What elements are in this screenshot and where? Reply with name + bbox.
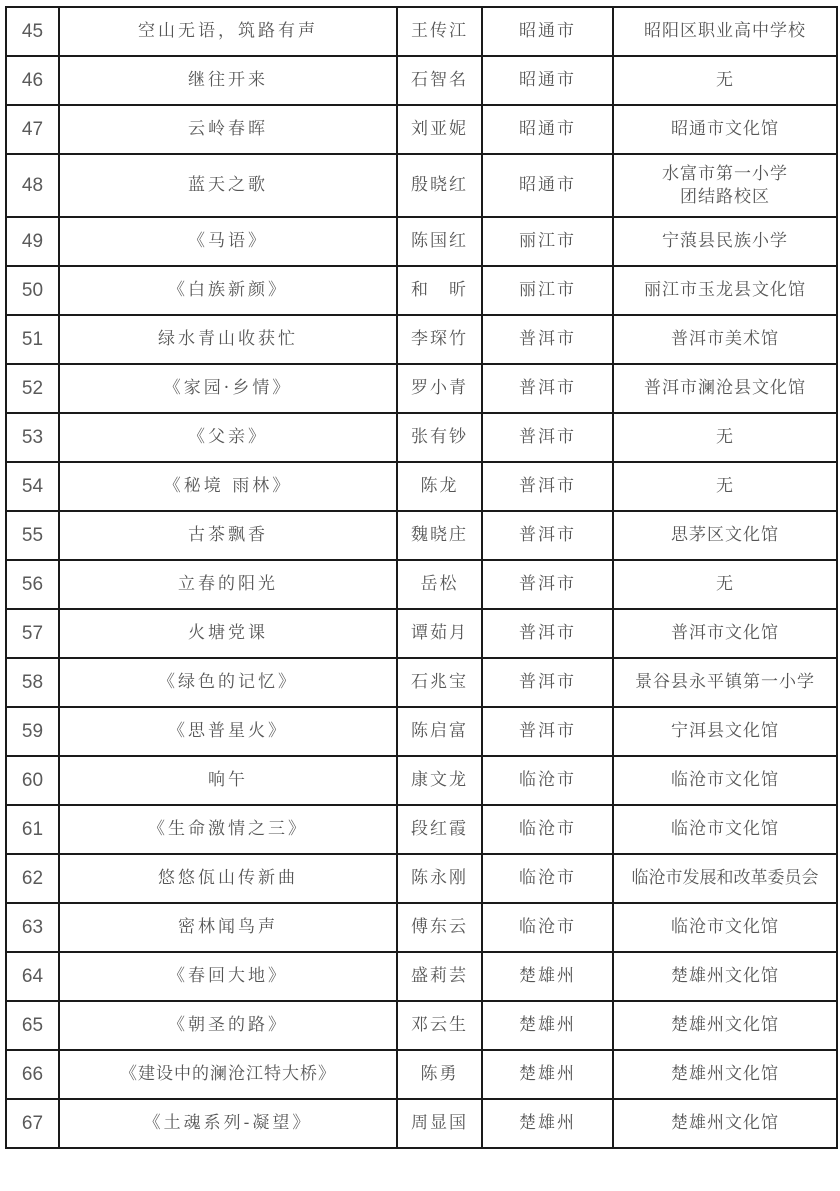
entry-number: 47	[6, 105, 59, 154]
region: 昭通市	[482, 56, 613, 105]
work-unit: 无	[613, 462, 837, 511]
table-row	[6, 266, 837, 315]
entry-number: 46	[6, 56, 59, 105]
author-name: 傅东云	[397, 903, 482, 952]
work-title: 《绿色的记忆》	[59, 658, 397, 707]
work-title: 《秘境 雨林》	[59, 462, 397, 511]
region: 昭通市	[482, 7, 613, 56]
region: 楚雄州	[482, 1001, 613, 1050]
work-title: 《家园·乡情》	[59, 364, 397, 413]
entry-number: 62	[6, 854, 59, 903]
author-name: 周显国	[397, 1099, 482, 1148]
work-title: 《春回大地》	[59, 952, 397, 1001]
author-name: 和 昕	[397, 266, 482, 315]
work-title: 继往开来	[59, 56, 397, 105]
author-name: 陈国红	[397, 217, 482, 266]
work-title: 空山无语，筑路有声	[59, 7, 397, 56]
author-name: 陈永刚	[397, 854, 482, 903]
work-unit-line-2: 团结路校区	[680, 186, 770, 207]
region: 普洱市	[482, 560, 613, 609]
work-unit: 无	[613, 56, 837, 105]
work-title: 《土魂系列-凝望》	[59, 1099, 397, 1148]
entry-number: 57	[6, 609, 59, 658]
author-name: 段红霞	[397, 805, 482, 854]
author-name: 石兆宝	[397, 658, 482, 707]
table-row	[6, 756, 837, 805]
work-title: 古茶飘香	[59, 511, 397, 560]
entry-number: 53	[6, 413, 59, 462]
work-title: 密林闻鸟声	[59, 903, 397, 952]
work-title: 悠悠佤山传新曲	[59, 854, 397, 903]
work-title: 《朝圣的路》	[59, 1001, 397, 1050]
table-row	[6, 560, 837, 609]
table-row	[6, 1099, 837, 1148]
work-title: 《生命激情之三》	[59, 805, 397, 854]
author-name: 陈龙	[397, 462, 482, 511]
work-title: 火塘党课	[59, 609, 397, 658]
region: 临沧市	[482, 756, 613, 805]
entry-number: 67	[6, 1099, 59, 1148]
table-row	[6, 707, 837, 756]
work-unit: 思茅区文化馆	[613, 511, 837, 560]
region: 普洱市	[482, 511, 613, 560]
region: 临沧市	[482, 805, 613, 854]
work-title: 《父亲》	[59, 413, 397, 462]
work-unit: 景谷县永平镇第一小学	[613, 658, 837, 707]
work-unit: 临沧市文化馆	[613, 903, 837, 952]
author-name: 魏晓庄	[397, 511, 482, 560]
entry-number: 59	[6, 707, 59, 756]
entry-number: 58	[6, 658, 59, 707]
region: 昭通市	[482, 105, 613, 154]
entry-number: 64	[6, 952, 59, 1001]
entry-number: 61	[6, 805, 59, 854]
work-title: 《思普星火》	[59, 707, 397, 756]
author-name: 张有钞	[397, 413, 482, 462]
region: 普洱市	[482, 462, 613, 511]
region: 临沧市	[482, 903, 613, 952]
work-unit: 楚雄州文化馆	[613, 1099, 837, 1148]
region: 临沧市	[482, 854, 613, 903]
region: 普洱市	[482, 413, 613, 462]
table-row	[6, 413, 837, 462]
entry-number: 54	[6, 462, 59, 511]
author-name: 陈启富	[397, 707, 482, 756]
author-name: 岳松	[397, 560, 482, 609]
table-row	[6, 105, 837, 154]
work-title: 《白族新颜》	[59, 266, 397, 315]
table-row	[6, 364, 837, 413]
region: 丽江市	[482, 266, 613, 315]
work-unit: 普洱市美术馆	[613, 315, 837, 364]
entry-number: 48	[6, 154, 59, 217]
work-title: 《马语》	[59, 217, 397, 266]
region: 普洱市	[482, 658, 613, 707]
author-name: 盛莉芸	[397, 952, 482, 1001]
work-unit: 临沧市文化馆	[613, 756, 837, 805]
work-unit: 楚雄州文化馆	[613, 1001, 837, 1050]
work-unit: 丽江市玉龙县文化馆	[613, 266, 837, 315]
table-row	[6, 56, 837, 105]
work-title: 云岭春晖	[59, 105, 397, 154]
table-row	[6, 462, 837, 511]
entry-number: 56	[6, 560, 59, 609]
work-title: 绿水青山收获忙	[59, 315, 397, 364]
region: 普洱市	[482, 707, 613, 756]
work-unit: 普洱市澜沧县文化馆	[613, 364, 837, 413]
table-row	[6, 658, 837, 707]
region: 丽江市	[482, 217, 613, 266]
work-unit-line-1: 水富市第一小学	[662, 163, 788, 184]
work-title: 《建设中的澜沧江特大桥》	[59, 1050, 397, 1099]
table-row	[6, 217, 837, 266]
work-unit: 普洱市文化馆	[613, 609, 837, 658]
author-name: 李琛竹	[397, 315, 482, 364]
work-unit: 楚雄州文化馆	[613, 952, 837, 1001]
work-unit	[613, 154, 837, 217]
table-row	[6, 511, 837, 560]
work-title: 立春的阳光	[59, 560, 397, 609]
entry-number: 55	[6, 511, 59, 560]
entry-number: 66	[6, 1050, 59, 1099]
region: 楚雄州	[482, 1050, 613, 1099]
author-name: 谭茹月	[397, 609, 482, 658]
region: 普洱市	[482, 609, 613, 658]
author-name: 石智名	[397, 56, 482, 105]
work-unit: 楚雄州文化馆	[613, 1050, 837, 1099]
work-unit: 宁蒗县民族小学	[613, 217, 837, 266]
author-name: 陈勇	[397, 1050, 482, 1099]
entry-number: 50	[6, 266, 59, 315]
work-unit: 昭通市文化馆	[613, 105, 837, 154]
table-row	[6, 805, 837, 854]
region: 楚雄州	[482, 1099, 613, 1148]
author-name: 殷晓红	[397, 154, 482, 217]
work-unit: 无	[613, 413, 837, 462]
table-row	[6, 154, 837, 217]
entry-number: 45	[6, 7, 59, 56]
table-row	[6, 903, 837, 952]
entry-number: 63	[6, 903, 59, 952]
table-row	[6, 315, 837, 364]
entry-number: 51	[6, 315, 59, 364]
entry-number: 60	[6, 756, 59, 805]
region: 普洱市	[482, 364, 613, 413]
table-row	[6, 952, 837, 1001]
table-row	[6, 7, 837, 56]
entry-number: 52	[6, 364, 59, 413]
region: 楚雄州	[482, 952, 613, 1001]
work-unit: 昭阳区职业高中学校	[613, 7, 837, 56]
region: 昭通市	[482, 154, 613, 217]
author-name: 康文龙	[397, 756, 482, 805]
work-title: 响午	[59, 756, 397, 805]
region: 普洱市	[482, 315, 613, 364]
entry-number: 49	[6, 217, 59, 266]
author-name: 邓云生	[397, 1001, 482, 1050]
table-row	[6, 609, 837, 658]
table-row	[6, 854, 837, 903]
entry-number: 65	[6, 1001, 59, 1050]
author-name: 王传江	[397, 7, 482, 56]
work-unit: 临沧市文化馆	[613, 805, 837, 854]
author-name: 刘亚妮	[397, 105, 482, 154]
work-unit: 临沧市发展和改革委员会	[613, 854, 837, 903]
work-unit: 无	[613, 560, 837, 609]
entries-table	[5, 6, 838, 1149]
table-row	[6, 1001, 837, 1050]
work-title: 蓝天之歌	[59, 154, 397, 217]
work-unit: 宁洱县文化馆	[613, 707, 837, 756]
table-row	[6, 1050, 837, 1099]
author-name: 罗小青	[397, 364, 482, 413]
